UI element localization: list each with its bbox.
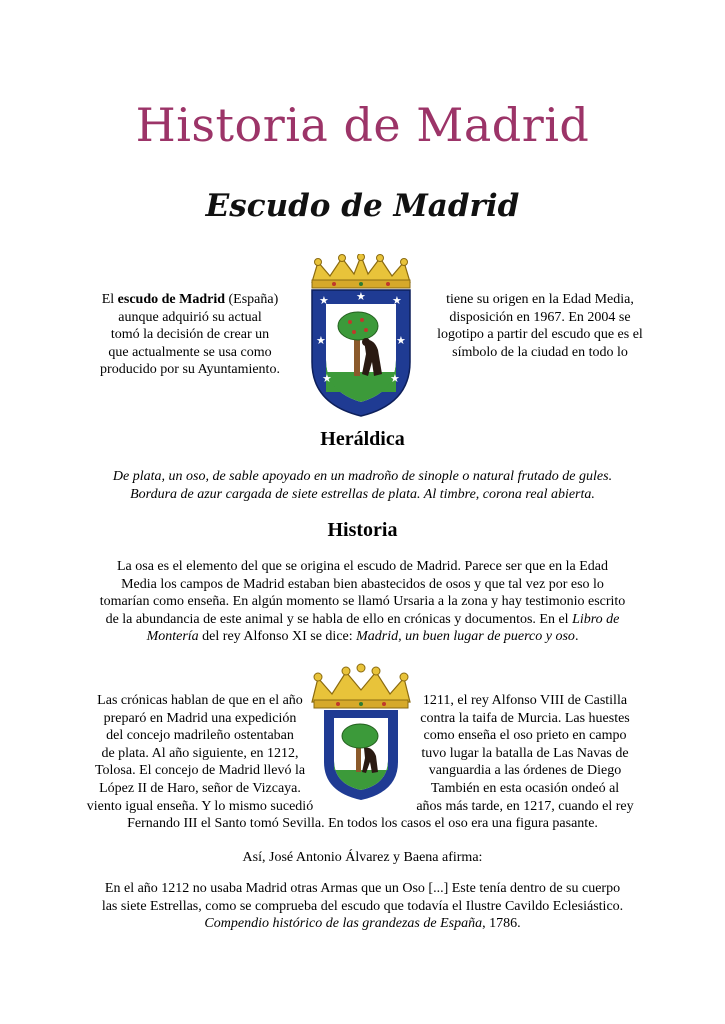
intro-left-column xyxy=(80,291,300,379)
cronicas-left-column: Las crónicas hablan de que en el año preparó en Madrid una expedición del concejo madrileño ostentaban de plata. Al año siguiente, en 1212, Tolosa. El concejo de Madrid llevó la López II de Haro, señor de Vizcaya. viento igual enseña. Y lo mismo sucedió xyxy=(86,693,314,814)
crown-icon xyxy=(312,254,410,288)
svg-text:★: ★ xyxy=(322,372,332,385)
crown-icon xyxy=(312,664,410,708)
intro-left-line: tomó la decisión de crear un xyxy=(110,327,270,343)
intro-right-line: símbolo de la ciudad en todo lo xyxy=(452,344,628,360)
quote-intro: Así, José Antonio Álvarez y Baena afirma: xyxy=(242,850,483,865)
svg-text:★: ★ xyxy=(319,294,329,307)
intro-left-line: aunque adquirió su actual xyxy=(118,309,262,325)
svg-text:★: ★ xyxy=(392,294,402,307)
cronicas-right-column: 1211, el rey Alfonso VIII de Castilla contra la taifa de Murcia. Las huestes como enseña el oso prieto en campo tuvo lugar la batalla de Las Navas de vanguardia a las órdenes de Diego También en esta ocasión ondeó al años más tarde, en 1217, cuando el rey xyxy=(416,693,634,814)
intro-right-line: disposición en 1967. En 2004 se xyxy=(449,309,631,325)
historia-text: La osa es el elemento del que se origina el escudo de Madrid. Parece ser que en la Edad Media los campos de Madrid estaban bien abastecidos de osos y que tal vez por eso lo tomarían como enseña. En algún momento se llamó Ursaria a la zona y hay testimonio escrito de la abundancia de este animal y se habla de ello en crónicas y documentos. En el Libro de Montería del rey Alfonso XI se dice: Madrid, un buen lugar de puerco y oso. xyxy=(99,559,626,645)
svg-text:★: ★ xyxy=(396,334,406,347)
intro-left-line: producido por su Ayuntamiento. xyxy=(100,362,280,378)
intro-left-line: El escudo de Madrid (España) xyxy=(101,292,279,307)
intro-right-line: tiene su origen en la Edad Media, xyxy=(446,292,634,307)
intro-right-column xyxy=(425,291,655,361)
heraldica-heading: Heráldica xyxy=(320,428,405,450)
page-subtitle: Escudo de Madrid xyxy=(205,188,520,224)
heraldica-text: De plata, un oso, de sable apoyado en un madroño de sinople o natural frutado de gules. Bordura de azur cargada de siete estrellas de plata. Al timbre, corona real abierta. xyxy=(112,469,613,502)
page-title: Historia de Madrid xyxy=(135,98,590,152)
quote-block: En el año 1212 no usaba Madrid otras Armas que un Oso [...] Este tenía dentro de su cuerpo las siete Estrellas, como se comprueba del escudo que todavía el Ilustre Cavildo Eclesiástico. Compendio histórico de las grandezas de España, 1786. xyxy=(101,881,624,932)
intro-right-line: logotipo a partir del escudo que es el xyxy=(437,327,643,343)
quote-source: Compendio histórico de las grandezas de España xyxy=(204,916,483,932)
svg-text:★: ★ xyxy=(356,290,366,303)
intro-left-line: que actualmente se usa como xyxy=(108,344,272,360)
coat-of-arms-image xyxy=(304,254,418,418)
svg-text:★: ★ xyxy=(316,334,326,347)
coat-of-arms-term: escudo de Madrid xyxy=(117,292,226,307)
historia-heading: Historia xyxy=(327,519,398,541)
cronicas-final-line: Fernando III el Santo tomó Sevilla. En todos los casos el oso era una figura pasante. xyxy=(127,816,598,831)
svg-text:★: ★ xyxy=(390,372,400,385)
